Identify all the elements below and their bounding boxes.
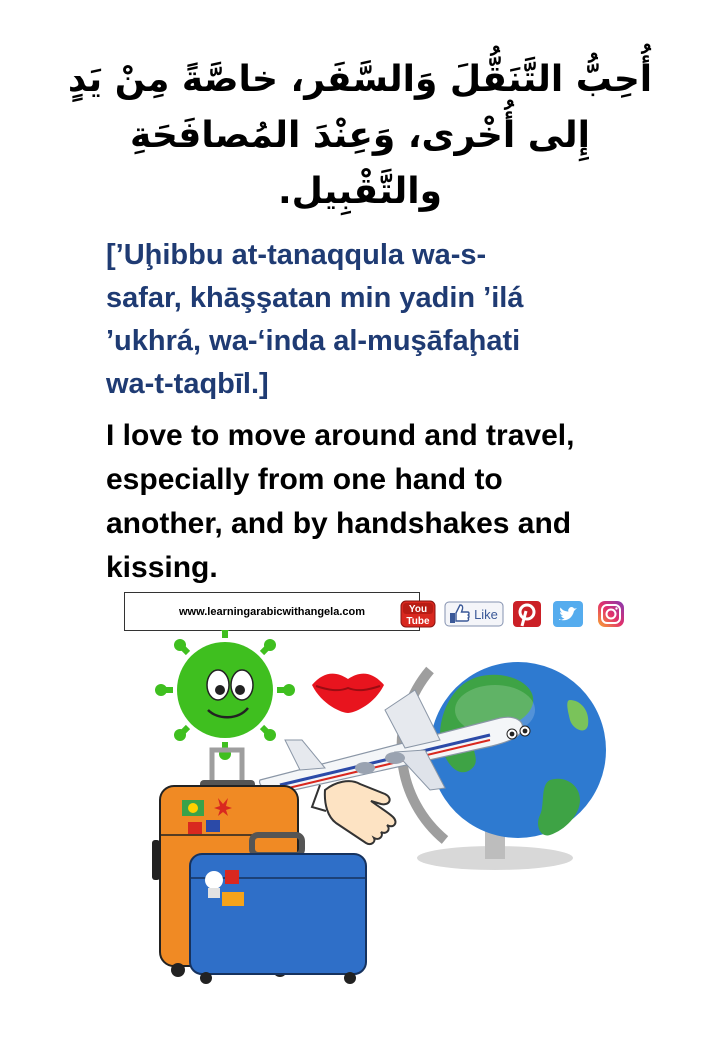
- youtube-icon[interactable]: [400, 600, 436, 628]
- transliteration-line-4: wa-t-taqbīl.]: [106, 368, 269, 400]
- arabic-line-1: أُحِبُّ التَّنَقُّلَ وَالسَّفَر، خاصَّةً مِنْ يَدٍ: [67, 59, 653, 100]
- website-link[interactable]: [124, 592, 420, 631]
- handshake-icon: [312, 781, 395, 844]
- lips-icon: [312, 674, 384, 713]
- transliteration-line-3: ’ukhrá, wa-‘inda al-muşāfaḩati: [106, 325, 521, 357]
- website-url[interactable]: www.learningarabicwithangela.com: [178, 605, 366, 618]
- suitcase-icon: [190, 835, 366, 984]
- english-line-4: kissing.: [106, 551, 218, 584]
- arabic-line-3: والتَّقْبِيل.: [277, 171, 443, 212]
- instagram-icon[interactable]: [596, 600, 626, 628]
- arabic-text: [60, 52, 660, 220]
- transliteration-text: [106, 234, 666, 406]
- transliteration-line-2: safar, khāşşatan min yadin ’ilá: [106, 282, 524, 314]
- english-line-1: I love to move around and travel,: [106, 419, 575, 452]
- youtube-bottom-label: Tube: [406, 616, 430, 627]
- twitter-icon[interactable]: [552, 600, 584, 628]
- travel-illustration: [140, 630, 620, 990]
- pinterest-icon[interactable]: [512, 600, 542, 628]
- like-icon[interactable]: [444, 600, 504, 628]
- youtube-top-label: You: [408, 604, 428, 615]
- like-label: Like: [474, 607, 498, 622]
- english-line-2: especially from one hand to: [106, 463, 503, 496]
- english-translation: [106, 414, 666, 590]
- virus-icon: [155, 630, 295, 760]
- transliteration-line-1: [’Uḩibbu at-tanaqqula wa-s-: [106, 239, 487, 271]
- english-line-3: another, and by handshakes and: [106, 507, 572, 540]
- arabic-line-2: إِلى أُخْرى، وَعِنْدَ المُصافَحَةِ: [129, 115, 591, 156]
